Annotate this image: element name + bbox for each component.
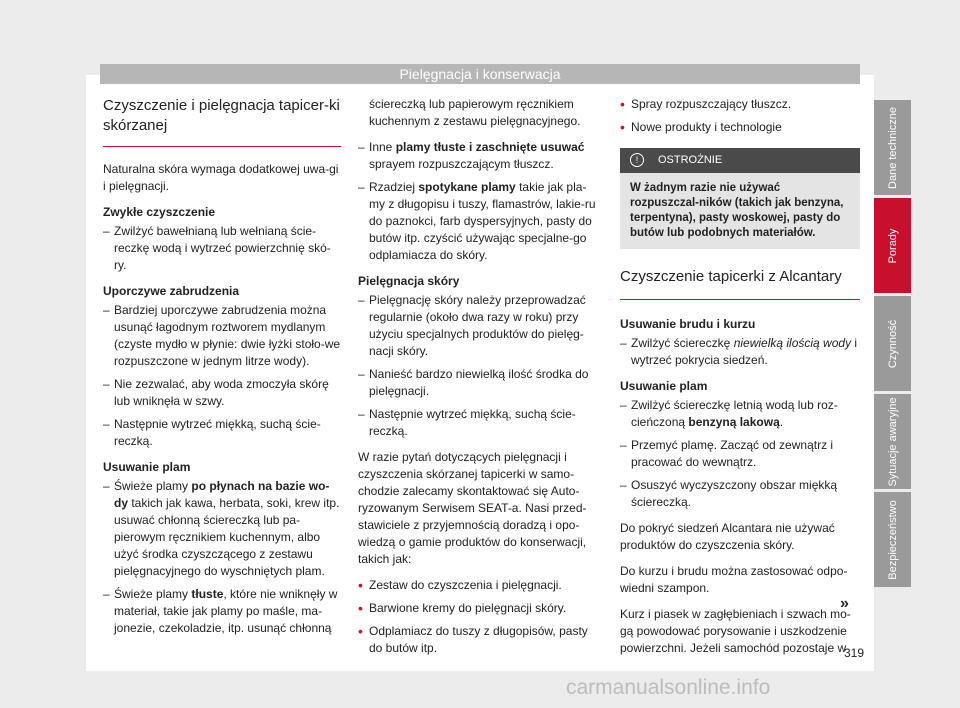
column-1 xyxy=(103,96,341,646)
list-item: – Zwilżyć bawełnianą lub wełnianą ście-reczkę wodą i wytrzeć powierzchnię skó-ry. xyxy=(103,223,341,274)
tab-label: Sytuacje awaryjne xyxy=(886,396,899,487)
continued-text: ściereczką lub papierowym ręcznikiem kuchennym z zestawu pielęgnacyjnego. xyxy=(369,97,581,128)
list-item: • Barwione kremy do pielęgnacji skóry. xyxy=(358,600,602,617)
service-paragraph: W razie pytań dotyczących pielęgnacji i czyszczenia skórzanej tapicerki w samo-chodzie zalecamy skontaktować się Auto-ryzowanym Serwisem SEAT-a. Nasi przed-stawiciele z przyjemnością doradzą i opo-wiedzą o gamie produktów do konserwacji, takich jak: xyxy=(358,450,587,566)
text-run: sprayem rozpuszczającym tłuszcz. xyxy=(369,157,554,171)
list-item: – Przemyć plamę. Zacząć od zewnątrz i pracować do wewnątrz. xyxy=(620,437,860,471)
bold-text: tłuste xyxy=(191,587,224,601)
regular-cleaning-list xyxy=(103,223,341,274)
text-run: takie jak pla-my z długopisu i tuszy, flamastrów, lakie-ru do paznokci, farb dyspersyjnych, pasty do butów itp. czyścić używając specjalne-go odplamiacza do skóry. xyxy=(369,180,596,262)
caution-box xyxy=(620,148,860,249)
tab-bezpieczenstwo[interactable] xyxy=(874,492,911,587)
text-run: takich jak kawa, herbata, soki, krew itp. usuwać chłonną ściereczką lub pa-pierowym ręcznikiem kuchennym, albo użyć środka czyszczącego z zestawu pielęgnacyjnego do wyschniętych plam. xyxy=(114,496,340,578)
list-item: – Nanieść bardzo niewielką ilość środka do pielęgnacji. xyxy=(358,366,602,400)
list-item: – Osuszyć wyczyszczony obszar miękką ściereczką. xyxy=(620,477,860,511)
list-item: – Nie zezwalać, aby woda zmoczyła skórę lub wniknęła w szwy. xyxy=(103,376,341,410)
text-run: i wytrzeć pokrycia siedzeń. xyxy=(631,336,858,367)
caution-title: OSTROŻNIE xyxy=(658,154,723,166)
tab-sytuacje-awaryjne[interactable] xyxy=(874,394,911,489)
intro-paragraph: Naturalna skóra wymaga dodatkowej uwa-gi i pielęgnacji. xyxy=(103,162,339,193)
product-list xyxy=(358,577,602,657)
text-run: Rzadziej xyxy=(369,180,419,194)
italic-text: niewielką ilością wody xyxy=(733,336,852,350)
paragraph: Do kurzu i brudu można zastosować odpo-wiedni szampon. xyxy=(620,564,848,595)
column-3 xyxy=(620,96,860,666)
text-run: . xyxy=(779,415,784,429)
bold-text: po płynach na bazie wo-dy xyxy=(114,479,330,510)
text-run: Świeże plamy xyxy=(114,587,192,601)
section-title: Czyszczenie i pielęgnacja tapicer-ki skórzanej xyxy=(103,96,341,147)
paragraph: Kurz i piasek w zagłębieniach i szwach mo-gą powodować porysowanie i uszkodzenie powierzchni. Jeżeli samochód pozostaje w xyxy=(620,607,851,655)
column-2 xyxy=(358,96,602,666)
subheading-stains: Usuwanie plam xyxy=(620,379,708,393)
subheading-stain-removal: Usuwanie plam xyxy=(103,460,191,474)
text-run: Zwilżyć ściereczkę xyxy=(631,336,734,350)
warning-icon: ! xyxy=(630,153,644,167)
text-run: Inne xyxy=(369,140,396,154)
tab-label: Porady xyxy=(886,228,899,263)
watermark: carmanualsonline.info xyxy=(566,676,771,699)
subheading-stubborn-dirt: Uporczywe zabrudzenia xyxy=(103,284,240,298)
bold-text: benzyną lakową xyxy=(688,415,780,429)
alcantara-stain-list xyxy=(620,397,860,511)
section-header: Pielęgnacja i konserwacja xyxy=(100,64,860,84)
list-item xyxy=(358,179,602,264)
stain-removal-list-cont xyxy=(358,139,602,264)
list-item: – Pielęgnację skóry należy przeprowadzać regularnie (około dwa razy w roku) przy użyciu specjalnych produktów do pielęg-nacji skóry. xyxy=(358,292,602,360)
tab-label: Dane techniczne xyxy=(886,106,899,189)
list-item: • Spray rozpuszczający tłuszcz. xyxy=(620,96,860,113)
list-item xyxy=(620,397,860,431)
bold-text: plamy tłuste i zaschnięte usuwać xyxy=(395,140,585,154)
leather-care-list xyxy=(358,292,602,440)
subheading-regular-cleaning: Zwykłe czyszczenie xyxy=(103,205,216,219)
tab-porady[interactable] xyxy=(874,198,911,293)
subheading-dust: Usuwanie brudu i kurzu xyxy=(620,317,756,331)
tab-label: Czynność xyxy=(886,319,899,368)
list-item: • Nowe produkty i technologie xyxy=(620,119,860,136)
list-item xyxy=(620,335,860,369)
tab-label: Bezpieczeństwo xyxy=(886,499,899,580)
section-title-alcantara: Czyszczenie tapicerki z Alcantary xyxy=(620,267,860,300)
list-item: – Bardziej uporczywe zabrudzenia można usunąć łagodnym roztworem mydlanym (czyste mydło w płynie: dwie łyżki stoło-we rozpuszczone w jednym litrze wody). xyxy=(103,302,341,370)
bold-text: spotykane plamy xyxy=(418,180,516,194)
list-item: – Następnie wytrzeć miękką, suchą ście-reczką. xyxy=(103,416,341,450)
text-run: Zwilżyć ściereczkę letnią wodą lub roz-cieńczoną xyxy=(631,398,838,429)
tab-czynnosc[interactable] xyxy=(874,296,911,391)
list-item: • Zestaw do czyszczenia i pielęgnacji. xyxy=(358,577,602,594)
list-item xyxy=(103,586,341,637)
stain-removal-list xyxy=(103,478,341,637)
dust-list xyxy=(620,335,860,369)
paragraph: Do pokryć siedzeń Alcantara nie używać produktów do czyszczenia skóry. xyxy=(620,521,835,552)
page-number: 319 xyxy=(844,646,865,660)
list-item xyxy=(103,478,341,580)
caution-text: W żadnym razie nie używać rozpuszczal-ników (takich jak benzyna, terpentyna), pasty woskowej, pasty do butów lub podobnych materiałów. xyxy=(620,173,860,249)
continued-arrow-icon: » xyxy=(840,595,849,612)
subheading-leather-care: Pielęgnacja skóry xyxy=(358,274,460,288)
text-run: , które nie wniknęły w materiał, takie jak plamy po maśle, ma-jonezie, czekoladzie, itp. usunąć chłonną xyxy=(114,587,338,635)
list-item: • Odplamiacz do tuszy z długopisów, pasty do butów itp. xyxy=(358,623,602,657)
product-list-cont xyxy=(620,96,860,136)
list-item: – Następnie wytrzeć miękką, suchą ście-reczką. xyxy=(358,406,602,440)
text-run: Świeże plamy xyxy=(114,479,192,493)
tab-dane-techniczne[interactable] xyxy=(874,100,911,195)
list-item xyxy=(358,139,602,173)
caution-header xyxy=(620,148,860,173)
stubborn-dirt-list xyxy=(103,302,341,450)
